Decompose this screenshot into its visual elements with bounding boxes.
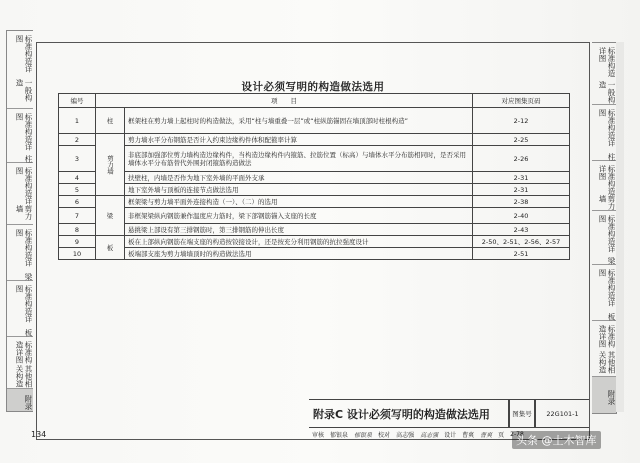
drawing-frame [36,42,590,440]
atlas-no-label: 图集号 [509,399,535,427]
table-row [59,184,570,196]
side-strip [616,42,624,412]
row-no: 7 [59,208,96,224]
table-row [59,208,570,224]
tab-label: 附录 [607,389,616,405]
row-item: 扶壁柱，内墙是否作为地下室外墙的平面外支承 [125,172,473,184]
left-tab-appendix[interactable] [7,389,33,411]
table-row [59,248,570,260]
tab-sub-label: 柱 [607,152,616,160]
page-number: 134 [31,430,47,439]
row-item: 框架柱在剪力墙上起柱时的构造做法，采用“柱与墙重叠一层”或“柱纵筋锚固在墙顶部时柱根构造” [125,108,473,134]
right-tab-general[interactable] [592,43,616,105]
row-category: 柱 [96,108,125,134]
table-row [59,196,570,208]
document-title: 设计必须写明的构造做法选用 [241,81,385,93]
title-block-title: 附录C 设计必须写明的构造做法选用 [309,399,509,427]
row-page: 2-12 [473,108,570,134]
right-tab-column [592,42,617,414]
tab-sub-label: 剪力墙 [598,195,616,210]
row-page: 2-50、2-51、2-56、2-57 [473,236,570,248]
row-page: 2-25 [473,134,570,146]
row-category: 板 [96,236,125,260]
check-label: 校对 [378,431,391,439]
tab-sub-label: 梁 [24,272,33,280]
table-row [59,224,570,236]
tab-label: 标准构造详图 [15,341,33,364]
right-tab-beam[interactable] [592,211,616,265]
row-no: 5 [59,184,96,196]
tab-label: 标准构造详图 [598,269,616,307]
tab-label: 标准构造详图 [15,167,33,205]
review-label: 审核 [312,431,325,439]
designer-name: 曹爽 [462,431,475,439]
row-page: 2-31 [473,184,570,196]
left-tab-beam[interactable] [7,225,33,281]
table-header-row [59,94,570,108]
row-category: 剪力墙 [96,134,125,196]
row-item: 非底部加强部位剪力墙构造边缘构件，当构造边缘构件内箍筋、拉筋位置（标高）与墙体水平分布筋相同时，是否采用墙体水平分布筋替代外围封闭箍筋构造做法 [125,146,473,172]
row-item: 框架梁与剪力墙平面外连接构造（一）、（二）的选用 [125,196,473,208]
table-row [59,146,570,172]
tab-label: 标准构造详图 [15,35,33,73]
right-tab-appendix[interactable] [592,377,616,413]
header-item: 项 目 [96,94,473,108]
row-item: 非框架梁纵向钢筋兼作温度应力筋时，梁下部钢筋锚入支座的长度 [125,208,473,224]
table-row [59,108,570,134]
reviewer-signature: 郁银泉 [354,431,373,439]
tab-label: 标准构造详图 [15,285,33,323]
row-no: 2 [59,134,96,146]
left-tab-column [6,30,33,412]
page-label: 页 [498,431,505,439]
right-tab-slab[interactable] [592,265,616,321]
tab-label: 标准构造详图 [15,229,33,267]
row-item: 悬挑梁上部设有第三排钢筋时，第三排钢筋的伸出长度 [125,224,473,236]
row-page: 2-51 [473,248,570,260]
row-page: 2-40 [473,208,570,224]
row-page: 2-26 [473,146,570,172]
checker-signature: 高志强 [420,431,439,439]
tab-label: 附录 [24,394,33,410]
row-no: 6 [59,196,96,208]
tab-label: 标准构造详图 [598,109,616,147]
atlas-no: 22G101-1 [535,399,589,427]
tab-sub-label: 其他相关构造 [598,350,616,373]
checker-name: 高志强 [396,431,415,439]
tab-sub-label: 其他相关构造 [15,364,33,387]
table-row [59,172,570,184]
tab-label: 标准构造详图 [598,165,616,195]
row-no: 8 [59,224,96,236]
tab-label: 标准构造详图 [598,47,616,77]
row-page: 2-31 [473,172,570,184]
row-no: 10 [59,248,96,260]
row-item: 地下室外墙与顶板的连接节点做法选用 [125,184,473,196]
design-label: 设计 [444,431,457,439]
header-no: 编号 [59,94,96,108]
row-page: 2-38 [473,196,570,208]
row-item: 板端部支座为剪力墙墙顶时的构造做法选用 [125,248,473,260]
row-no: 4 [59,172,96,184]
designer-signature: 曹爽 [480,431,493,439]
watermark: 头条 @土木智库 [512,431,601,449]
left-tab-column-section[interactable] [7,109,33,163]
tab-sub-label: 梁 [607,256,616,264]
row-no: 1 [59,108,96,134]
tab-sub-label: 一般构造 [15,78,33,102]
left-tab-slab[interactable] [7,281,33,337]
requirements-table [58,93,570,260]
tab-sub-label: 剪力墙 [15,205,33,220]
left-tab-general[interactable] [7,31,33,109]
row-page: 2-43 [473,224,570,236]
right-tab-column-section[interactable] [592,105,616,161]
tab-sub-label: 板 [24,328,33,336]
tab-sub-label: 一般构造 [598,81,616,104]
right-tab-other[interactable] [592,321,616,377]
reviewer-name: 郁银泉 [330,431,349,439]
sheet-page-no: 2-78 [510,430,524,438]
tab-label: 标准构造详图 [598,325,616,348]
right-tab-shear-wall[interactable] [592,161,616,211]
tab-label: 标准构造详图 [15,113,33,151]
table-row [59,134,570,146]
row-no: 9 [59,236,96,248]
tab-sub-label: 板 [607,312,616,320]
row-item: 板在上部纵向钢筋在端支座的构造按铰接设计，还是按充分利用钢筋的抗拉强度设计 [125,236,473,248]
header-page: 对应图集页码 [473,94,570,108]
left-tab-shear-wall[interactable] [7,163,33,225]
row-category: 梁 [96,196,125,236]
tab-label: 标准构造详图 [598,215,616,253]
row-no: 3 [59,146,96,172]
table-row [59,236,570,248]
tab-sub-label: 柱 [24,154,33,162]
row-item: 剪力墙水平分布钢筋是否计入约束边缘构件体积配箍率计算 [125,134,473,146]
left-tab-other[interactable] [7,337,33,389]
